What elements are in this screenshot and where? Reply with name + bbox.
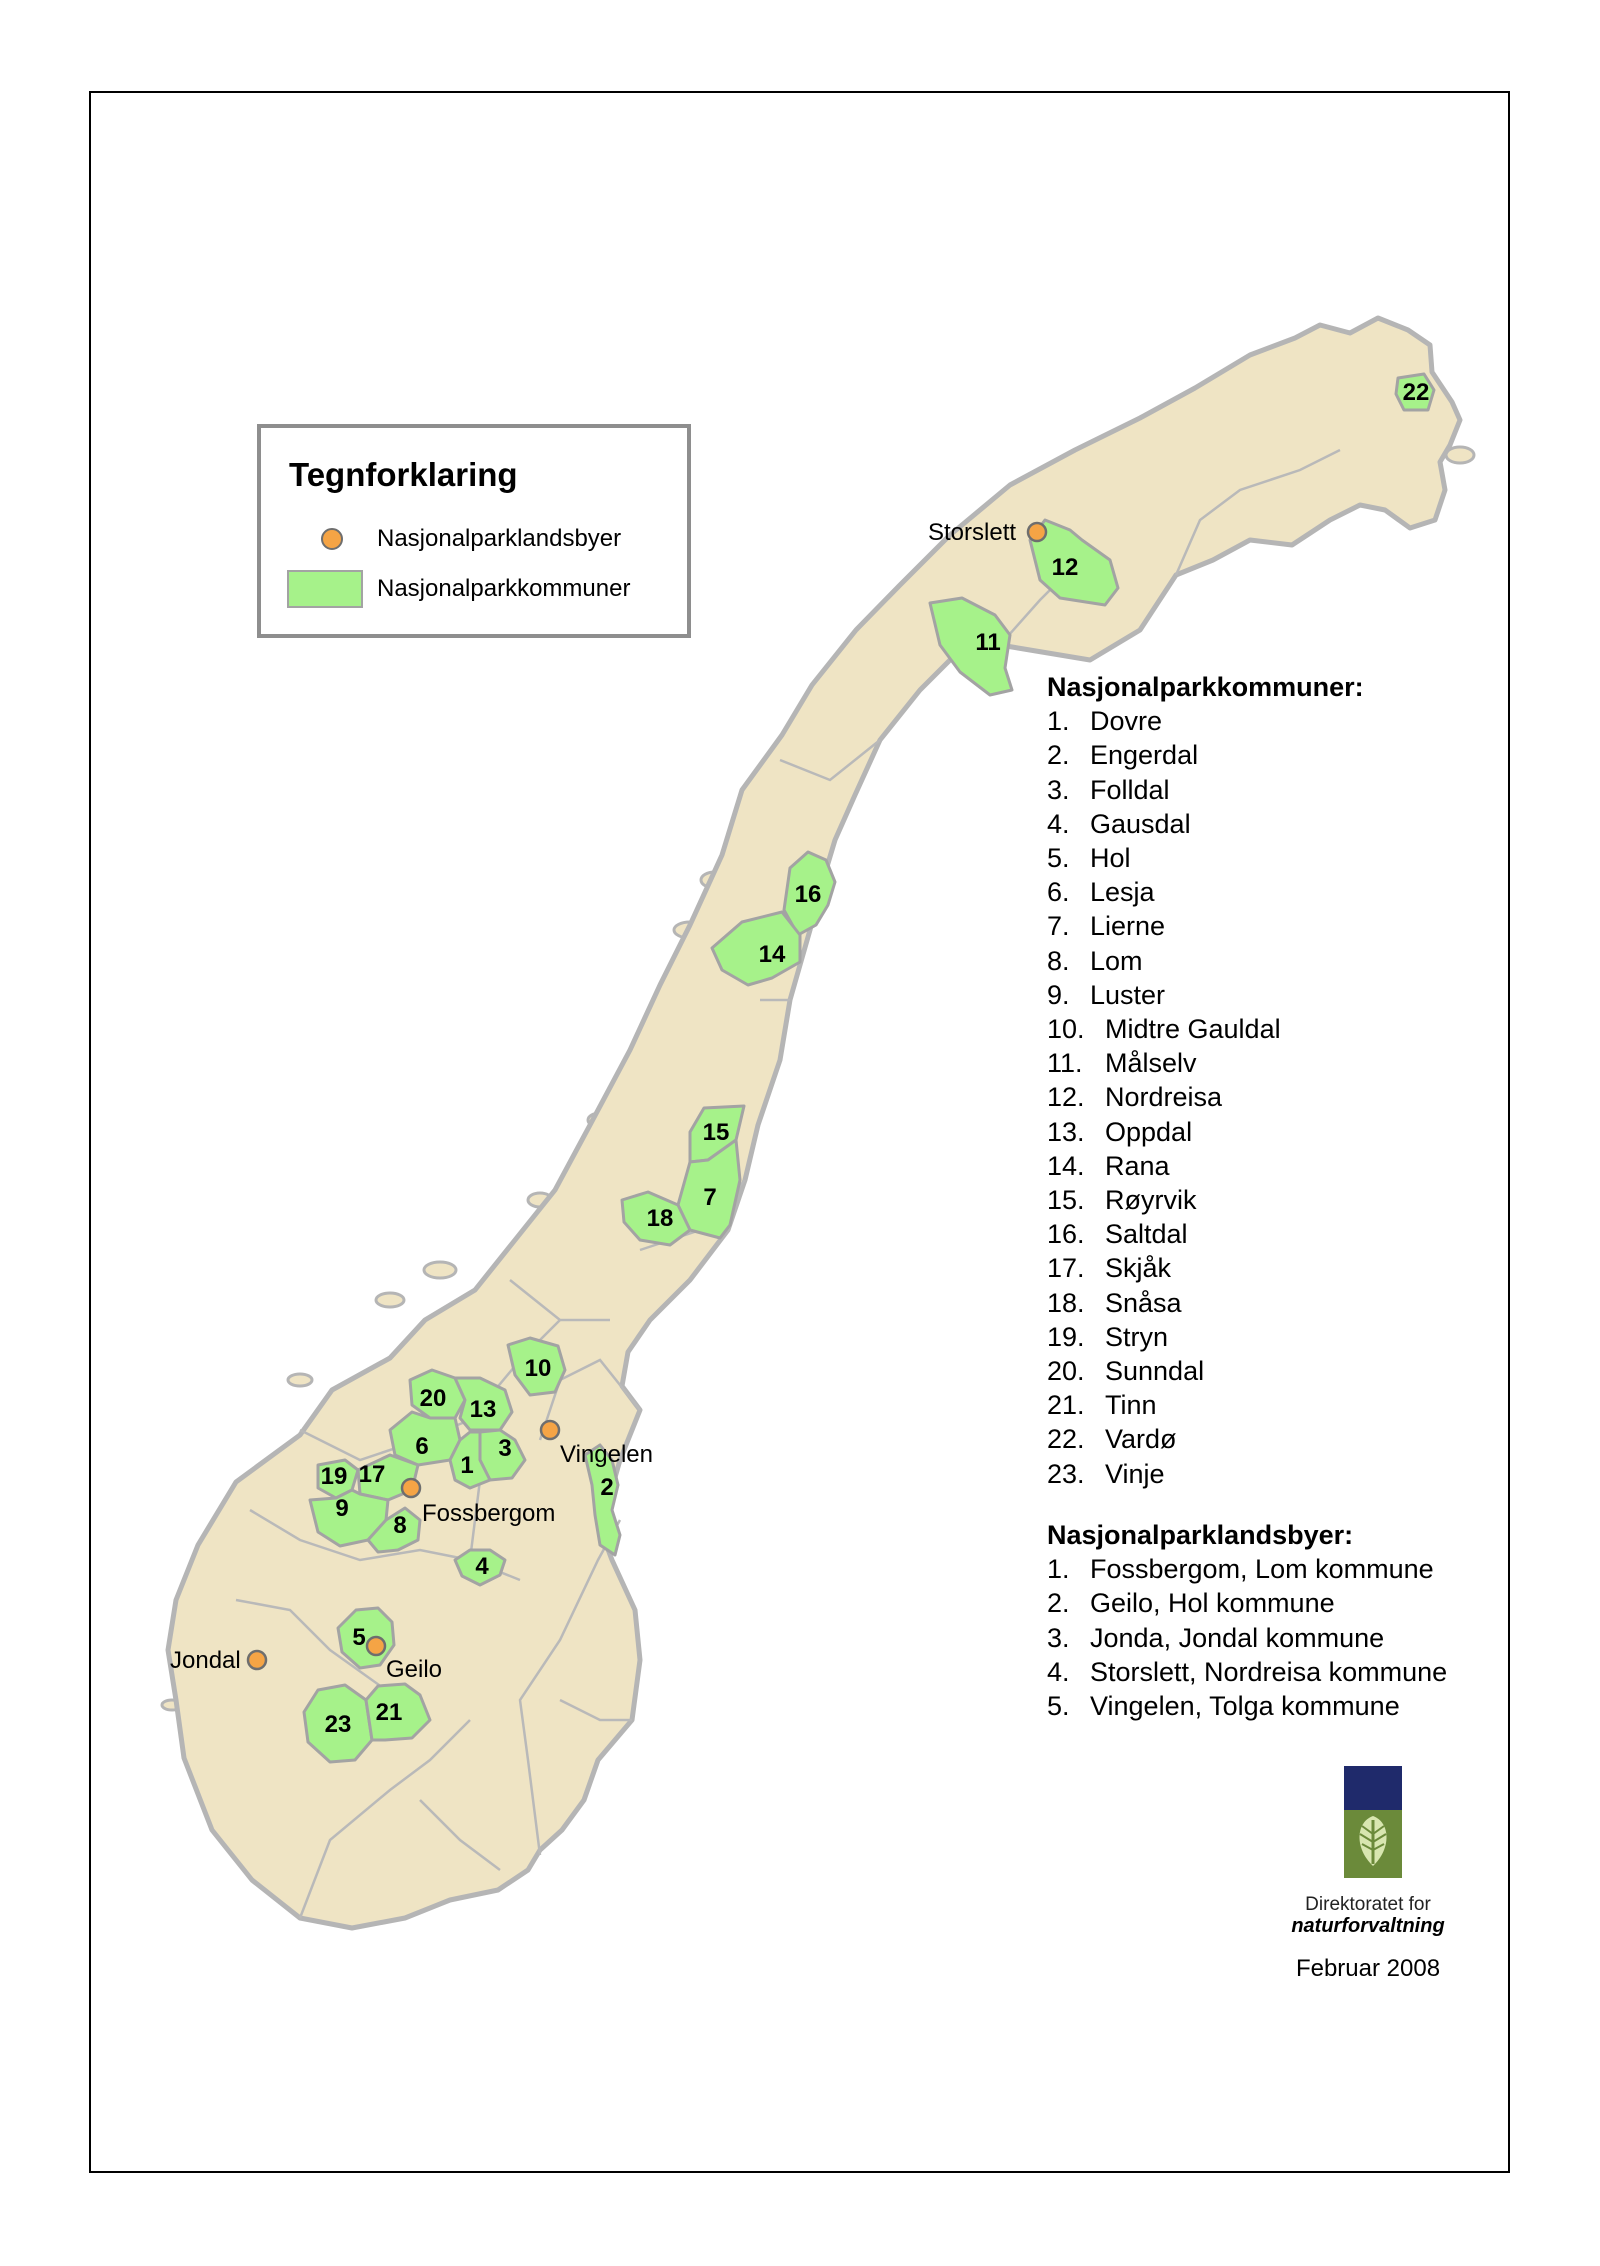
map-label-16: 16	[794, 881, 822, 908]
list-item: 5. Vingelen, Tolga kommune	[1047, 1691, 1400, 1722]
map-label-8: 8	[393, 1512, 407, 1539]
map-label-12: 12	[1051, 554, 1079, 581]
list-item: 1. Dovre	[1047, 706, 1163, 737]
list-item: 12. Nordreisa	[1047, 1082, 1223, 1113]
map-label-10: 10	[524, 1355, 552, 1382]
list-item: 13. Oppdal	[1047, 1116, 1193, 1147]
village-marker-geilo	[367, 1637, 385, 1655]
map-label-18: 18	[646, 1205, 674, 1232]
list-item: 6. Lesja	[1047, 877, 1155, 908]
village-marker-fossbergom	[402, 1479, 420, 1497]
list-item: 3. Folldal	[1047, 774, 1170, 805]
list-item: 2. Engerdal	[1047, 740, 1199, 771]
agency-logo	[1344, 1766, 1402, 1878]
list-item: 9. Luster	[1047, 979, 1166, 1010]
list-item: 18. Snåsa	[1047, 1287, 1182, 1318]
map-label-3: 3	[498, 1435, 512, 1462]
agency-name-line2: naturforvaltning	[1291, 1915, 1445, 1937]
map-label-6: 6	[415, 1433, 429, 1460]
list-item: 7. Lierne	[1047, 911, 1166, 942]
map-label-11: 11	[975, 629, 1001, 656]
legend-title: Tegnforklaring	[289, 456, 518, 493]
list-item: 2. Geilo, Hol kommune	[1047, 1588, 1335, 1619]
village-list-heading: Nasjonalparklandsbyer:	[1047, 1520, 1354, 1550]
map-label-1: 1	[460, 1452, 474, 1479]
map-label-20: 20	[419, 1385, 447, 1412]
map-label-7: 7	[703, 1184, 717, 1211]
map-label-22: 22	[1402, 379, 1430, 406]
list-item: 1. Fossbergom, Lom kommune	[1047, 1554, 1434, 1585]
list-item: 15. Røyrvik	[1047, 1185, 1197, 1216]
municipality-list	[1047, 670, 1364, 1491]
list-item: 4. Gausdal	[1047, 808, 1191, 839]
agency-name-line1: Direktoratet for	[1305, 1894, 1431, 1915]
village-label-jondal: Jondal	[170, 1647, 241, 1674]
list-item: 17. Skjåk	[1047, 1253, 1172, 1284]
list-item: 4. Storslett, Nordreisa kommune	[1047, 1656, 1448, 1687]
list-item: 19. Stryn	[1047, 1321, 1169, 1352]
list-item: 3. Jonda, Jondal kommune	[1047, 1622, 1385, 1653]
village-marker-storslett	[1028, 523, 1046, 541]
map-label-13: 13	[469, 1396, 497, 1423]
village-list	[1047, 1518, 1447, 1723]
list-item: 10. Midtre Gauldal	[1047, 1014, 1281, 1045]
village-marker-vingelen	[541, 1421, 559, 1439]
list-item: 16. Saltdal	[1047, 1219, 1188, 1250]
village-label-vingelen: Vingelen	[560, 1441, 653, 1468]
legend-municipality-label: Nasjonalparkkommuner	[377, 575, 631, 602]
legend-village-label: Nasjonalparklandsbyer	[377, 525, 622, 552]
municipality-list-heading: Nasjonalparkkommuner:	[1047, 672, 1364, 702]
map-label-2: 2	[600, 1474, 614, 1501]
map-label-14: 14	[758, 941, 786, 968]
village-label-storslett: Storslett	[928, 519, 1017, 546]
village-marker-jondal	[248, 1651, 266, 1669]
village-label-geilo: Geilo	[386, 1656, 443, 1683]
map-label-23: 23	[324, 1711, 352, 1738]
map-legend	[257, 424, 691, 638]
list-item: 8. Lom	[1047, 945, 1143, 976]
map-label-15: 15	[702, 1119, 730, 1146]
list-item: 23. Vinje	[1047, 1458, 1165, 1489]
map-label-9: 9	[335, 1495, 349, 1522]
list-item: 22. Vardø	[1047, 1424, 1177, 1455]
leaf-icon	[1350, 1810, 1396, 1870]
list-item: 14. Rana	[1047, 1150, 1170, 1181]
list-item: 20. Sunndal	[1047, 1356, 1205, 1387]
list-item: 21. Tinn	[1047, 1390, 1157, 1421]
legend-municipality-swatch	[287, 570, 363, 608]
map-label-17: 17	[358, 1461, 386, 1488]
map-label-21: 21	[375, 1699, 403, 1726]
village-label-fossbergom: Fossbergom	[422, 1500, 556, 1527]
legend-village-symbol	[321, 528, 343, 550]
list-item: 11. Målselv	[1047, 1048, 1197, 1079]
map-label-5: 5	[352, 1624, 366, 1651]
map-label-4: 4	[475, 1553, 489, 1580]
list-item: 5. Hol	[1047, 843, 1131, 874]
map-label-19: 19	[320, 1463, 348, 1490]
map-date: Februar 2008	[1295, 1955, 1441, 1982]
